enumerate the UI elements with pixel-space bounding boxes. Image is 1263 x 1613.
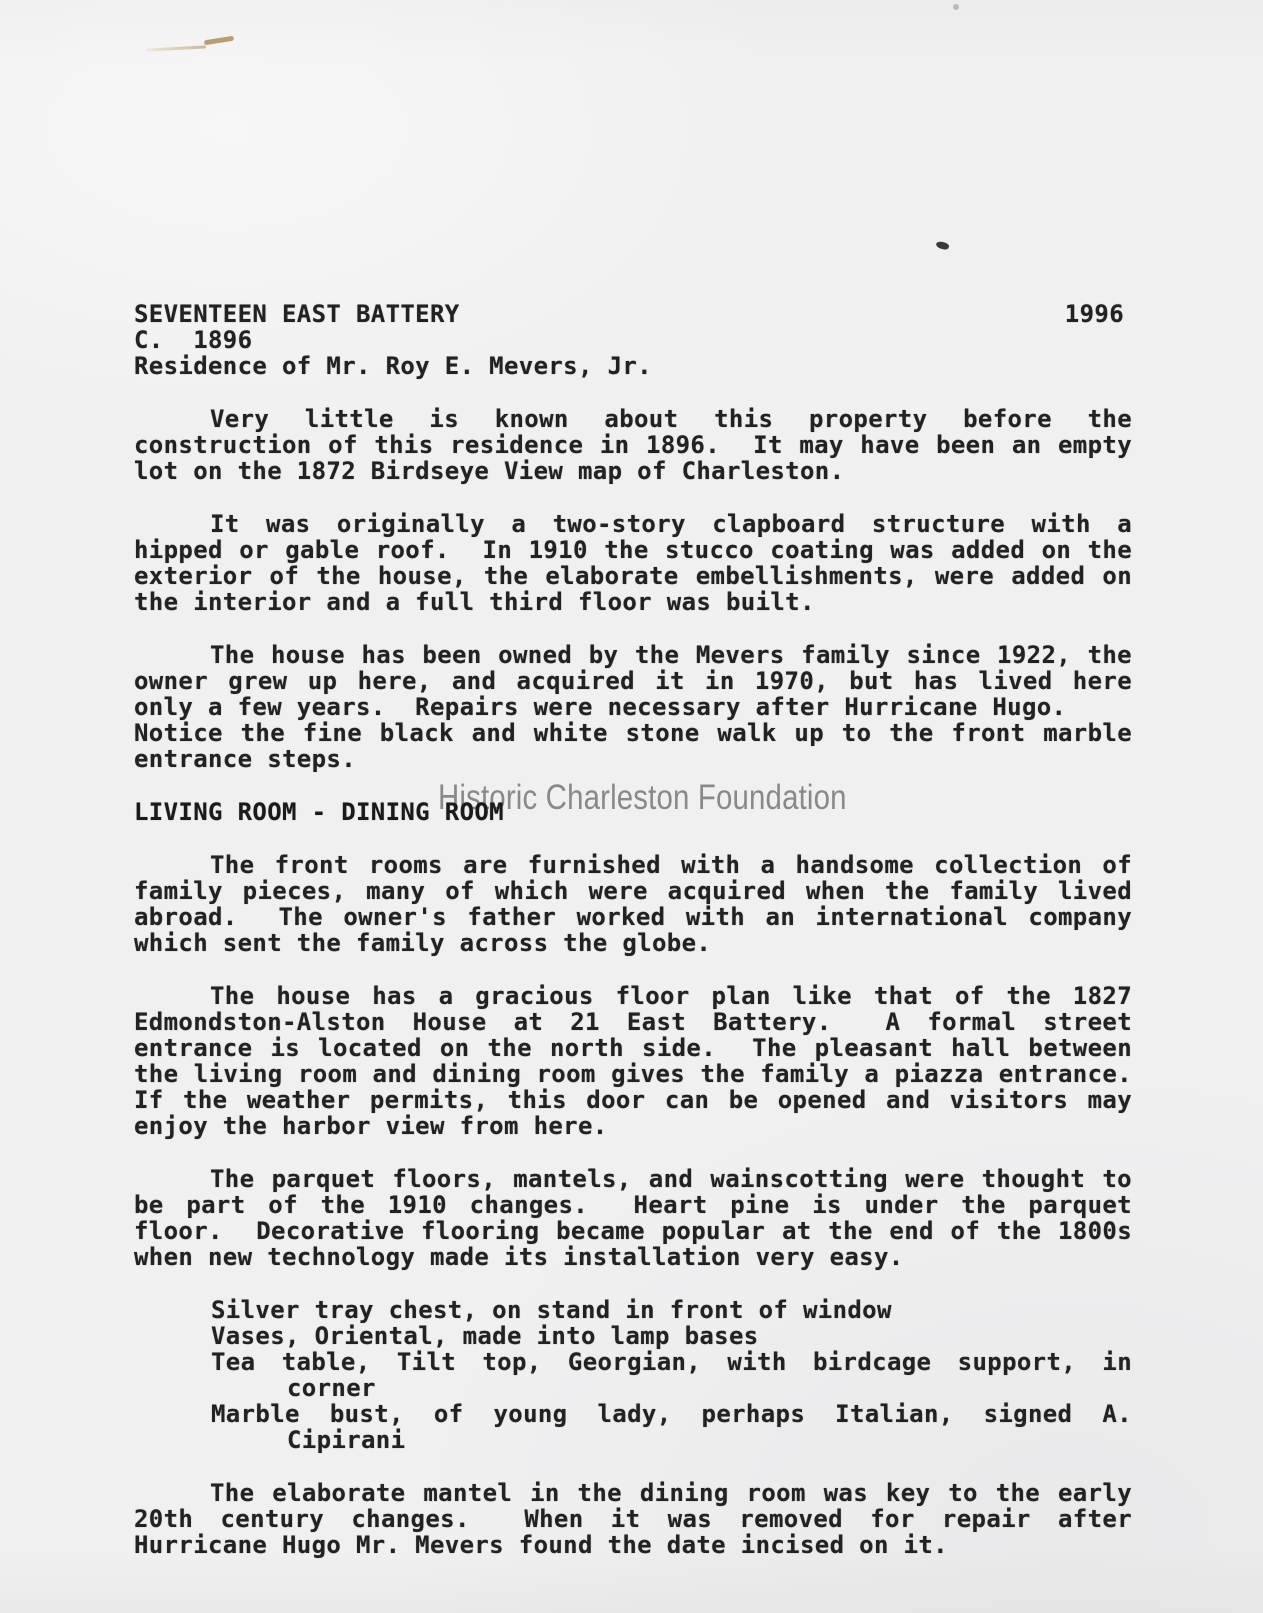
list-item-line: Tea table, Tilt top, Georgian, with birdcage support, in	[211, 1348, 1132, 1376]
text-line: It was originally a two-story clapboard structure with a	[210, 510, 1132, 538]
text-line: The elaborate mantel in the dining room was key to the early	[210, 1479, 1132, 1507]
paragraph	[134, 1166, 1132, 1270]
list-continuation-line: Cipirani	[287, 1426, 406, 1454]
text-line: lot on the 1872 Birdseye View map of Charleston.	[134, 457, 845, 485]
text-line: entrance is located on the north side. The pleasant hall between	[134, 1034, 1132, 1062]
text-line: If the weather permits, this door can be opened and visitors may	[134, 1086, 1132, 1114]
text-line: abroad. The owner's father worked with an international company	[134, 903, 1132, 931]
text-line: when new technology made its installation very easy.	[134, 1243, 904, 1271]
paragraph	[134, 642, 1132, 772]
paragraph	[134, 983, 1132, 1139]
paragraph	[134, 852, 1132, 956]
list-item-line: Silver tray chest, on stand in front of window	[211, 1296, 892, 1324]
paragraph	[134, 1480, 1132, 1558]
watermark: Historic Charleston Foundation	[438, 778, 847, 817]
text-line: entrance steps.	[134, 745, 356, 773]
text-line: the interior and a full third floor was built.	[134, 588, 815, 616]
section-heading: LIVING ROOM - DINING ROOM	[134, 798, 504, 826]
text-line: The parquet floors, mantels, and wainscotting were thought to	[210, 1165, 1132, 1193]
text-line: Notice the fine black and white stone walk up to the front marble	[134, 719, 1132, 747]
text-line: The front rooms are furnished with a handsome collection of	[210, 851, 1132, 879]
text-line: Hurricane Hugo Mr. Mevers found the date incised on it.	[134, 1531, 948, 1559]
text-line: family pieces, many of which were acquired when the family lived	[134, 877, 1132, 905]
text-line: hipped or gable roof. In 1910 the stucco coating was added on the	[134, 536, 1132, 564]
pencil-mark	[146, 45, 206, 51]
document-residence: Residence of Mr. Roy E. Mevers, Jr.	[134, 352, 652, 380]
paragraph	[134, 406, 1132, 484]
paragraph	[134, 511, 1132, 615]
inventory-list	[134, 1297, 1132, 1453]
text-line: be part of the 1910 changes. Heart pine is under the parquet	[134, 1191, 1132, 1219]
ink-speck	[935, 240, 950, 251]
text-line: The house has been owned by the Mevers family since 1922, the	[210, 641, 1132, 669]
text-line: which sent the family across the globe.	[134, 929, 712, 957]
title-row	[134, 301, 1132, 327]
text-line: construction of this residence in 1896. It may have been an empty	[134, 431, 1132, 459]
text-line: owner grew up here, and acquired it in 1970, but has lived here	[134, 667, 1132, 695]
text-line: the living room and dining room gives the family a piazza entrance.	[134, 1060, 1132, 1088]
text-line: The house has a gracious floor plan like that of the 1827	[210, 982, 1132, 1010]
document-body	[134, 406, 1132, 1558]
text-line: Very little is known about this property before the	[210, 405, 1132, 433]
text-line: only a few years. Repairs were necessary after Hurricane Hugo.	[134, 693, 1067, 721]
list-item-line: Marble bust, of young lady, perhaps Italian, signed A.	[211, 1400, 1132, 1428]
scan-speck	[953, 4, 959, 10]
text-line: floor. Decorative flooring became popular at the end of the 1800s	[134, 1217, 1132, 1245]
text-line: Edmondston-Alston House at 21 East Battery. A formal street	[134, 1008, 1132, 1036]
list-continuation-line: corner	[287, 1374, 376, 1402]
document-title: SEVENTEEN EAST BATTERY	[134, 300, 460, 328]
document-text	[134, 301, 1132, 1558]
text-line: exterior of the house, the elaborate embellishments, were added on	[134, 562, 1132, 590]
text-line: enjoy the harbor view from here.	[134, 1112, 608, 1140]
pencil-mark	[204, 36, 234, 46]
document-year: 1996	[1064, 300, 1124, 328]
text-line: 20th century changes. When it was removed for repair after	[134, 1505, 1132, 1533]
document-circa: C. 1896	[134, 326, 253, 354]
list-item-line: Vases, Oriental, made into lamp bases	[211, 1322, 759, 1350]
